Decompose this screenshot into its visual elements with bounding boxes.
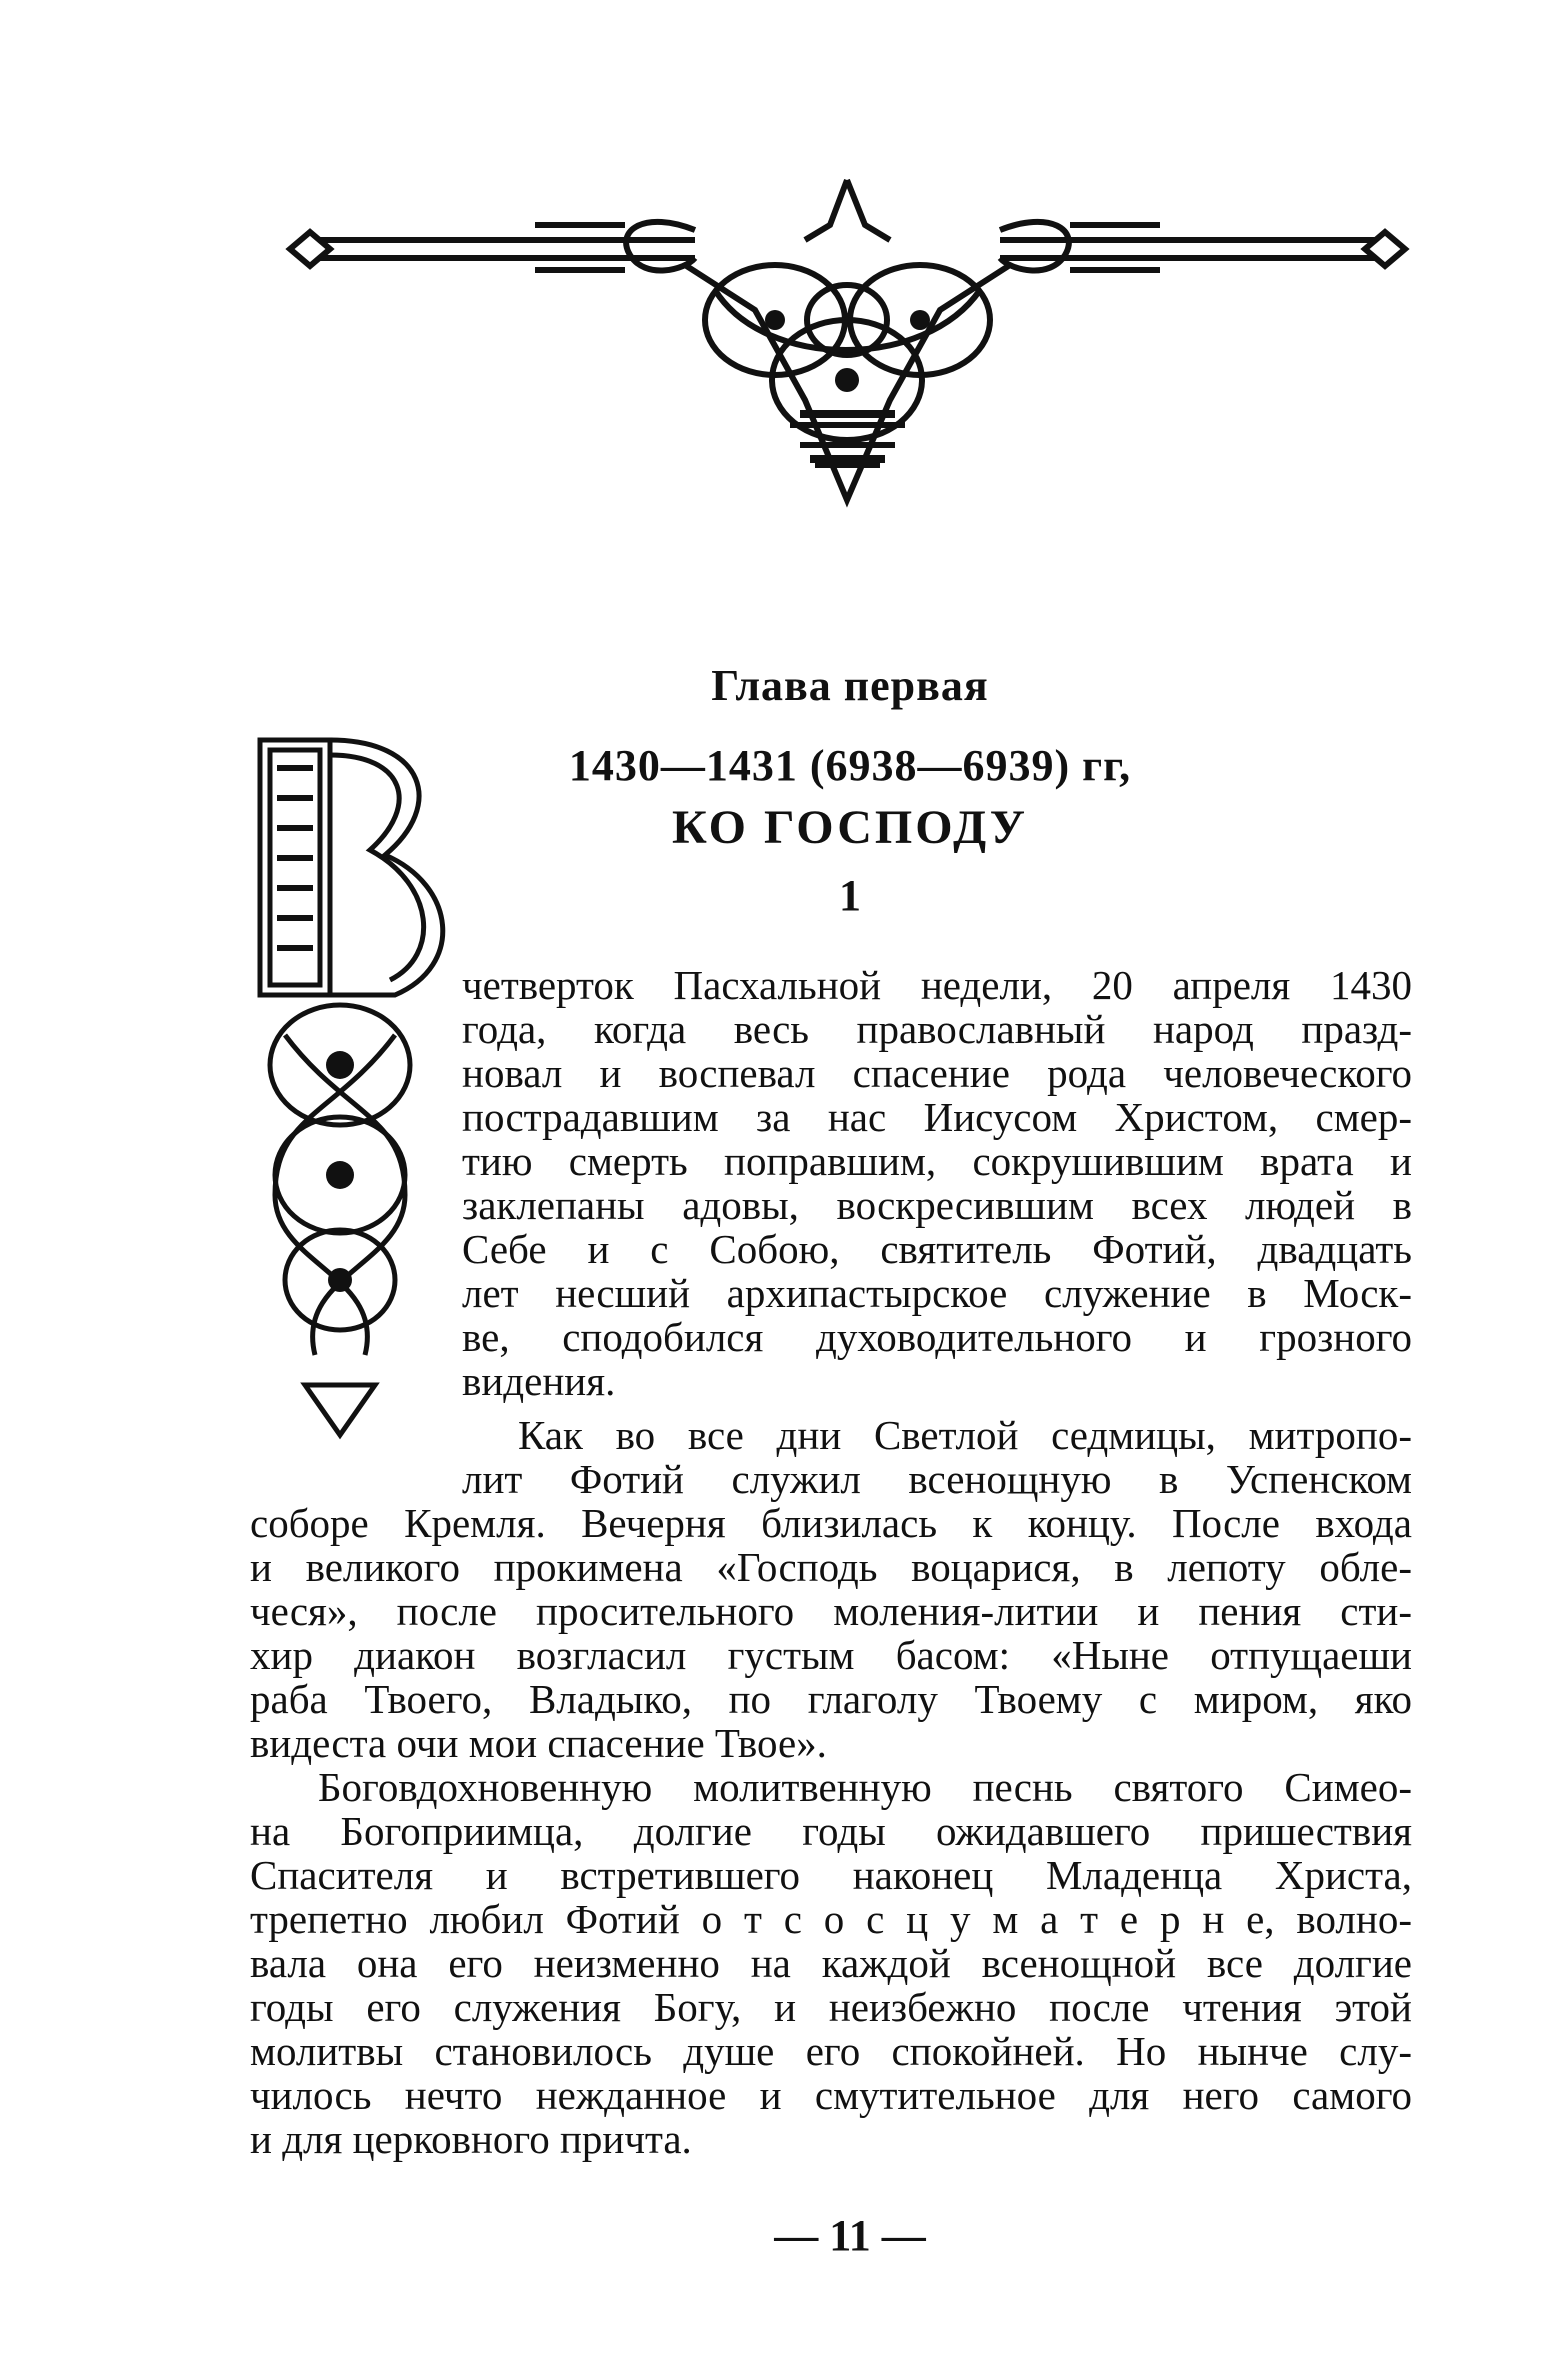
- page-number: — 11 —: [774, 2211, 926, 2260]
- text-line: лит Фотий служил всенощную в Успенском: [462, 1456, 1412, 1502]
- section-number: 1: [839, 871, 861, 920]
- text-line: ве, сподобился духоводительного и грозного: [462, 1314, 1412, 1360]
- text-line: тию смерть поправшим, сокрушившим врата и: [462, 1138, 1412, 1184]
- text-line: годы его служения Богу, и неизбежно после чтения этой: [250, 1984, 1412, 2030]
- text-line: раба Твоего, Владыко, по глаголу Твоему с миром, яко: [250, 1676, 1412, 1722]
- text-line: и великого прокимена «Господь воцарися, в лепоту обле-: [250, 1544, 1412, 1590]
- chapter-subtitle: КО ГОСПОДУ: [672, 801, 1028, 854]
- text-line: хир диакон возгласил густым басом: «Ныне отпущаеши: [250, 1632, 1412, 1678]
- text-line: чеся», после просительного моления-литии и пения сти-: [250, 1588, 1412, 1634]
- text-line: молитвы становилось душе его спокойней. Но нынче слу-: [250, 2028, 1412, 2074]
- text-line: видеста очи мои спасение Твое».: [250, 1720, 827, 1766]
- drop-cap-initial: [255, 735, 475, 1440]
- text-line: чилось нечто нежданное и смутительное для него самого: [250, 2072, 1412, 2118]
- chapter-title: Глава первая: [711, 661, 989, 710]
- chapter-dates: 1430—1431 (6938—6939) гг,: [568, 741, 1132, 790]
- text-line: Боговдохновенную молитвенную песнь святого Симео-: [318, 1764, 1412, 1810]
- paragraph-2: [250, 1413, 1412, 1765]
- text-line: трепетно любил Фотий о т с о с ц у м а т е р н е, волно-: [250, 1896, 1412, 1942]
- text-line: пострадавшим за нас Иисусом Христом, смер-: [462, 1094, 1412, 1140]
- text-line: заклепаны адовы, воскресившим всех людей в: [462, 1182, 1412, 1228]
- text-line: соборе Кремля. Вечерня близилась к концу. После входа: [250, 1500, 1412, 1546]
- header-ornament: [285, 170, 1410, 515]
- text-line: на Богоприимца, долгие годы ожидавшего пришествия: [250, 1808, 1412, 1854]
- paragraph-3: [250, 1765, 1412, 2161]
- text-line: видения.: [462, 1358, 616, 1404]
- text-line: лет несший архипастырское служение в Моск-: [462, 1270, 1412, 1316]
- text-line: Спасителя и встретившего наконец Младенца Христа,: [250, 1852, 1412, 1898]
- text-line: Себе и с Собою, святитель Фотий, двадцать: [462, 1226, 1412, 1272]
- text-line: новал и воспевал спасение рода человеческого: [462, 1050, 1412, 1096]
- text-line: Как во все дни Светлой седмицы, митропо-: [518, 1412, 1412, 1458]
- text-line: и для церковного причта.: [250, 2116, 692, 2162]
- paragraph-1: [462, 963, 1412, 1403]
- text-line: года, когда весь православный народ празд-: [462, 1006, 1412, 1052]
- text-line: четверток Пасхальной недели, 20 апреля 1430: [462, 962, 1412, 1008]
- text-line: вала она его неизменно на каждой всенощной все долгие: [250, 1940, 1412, 1986]
